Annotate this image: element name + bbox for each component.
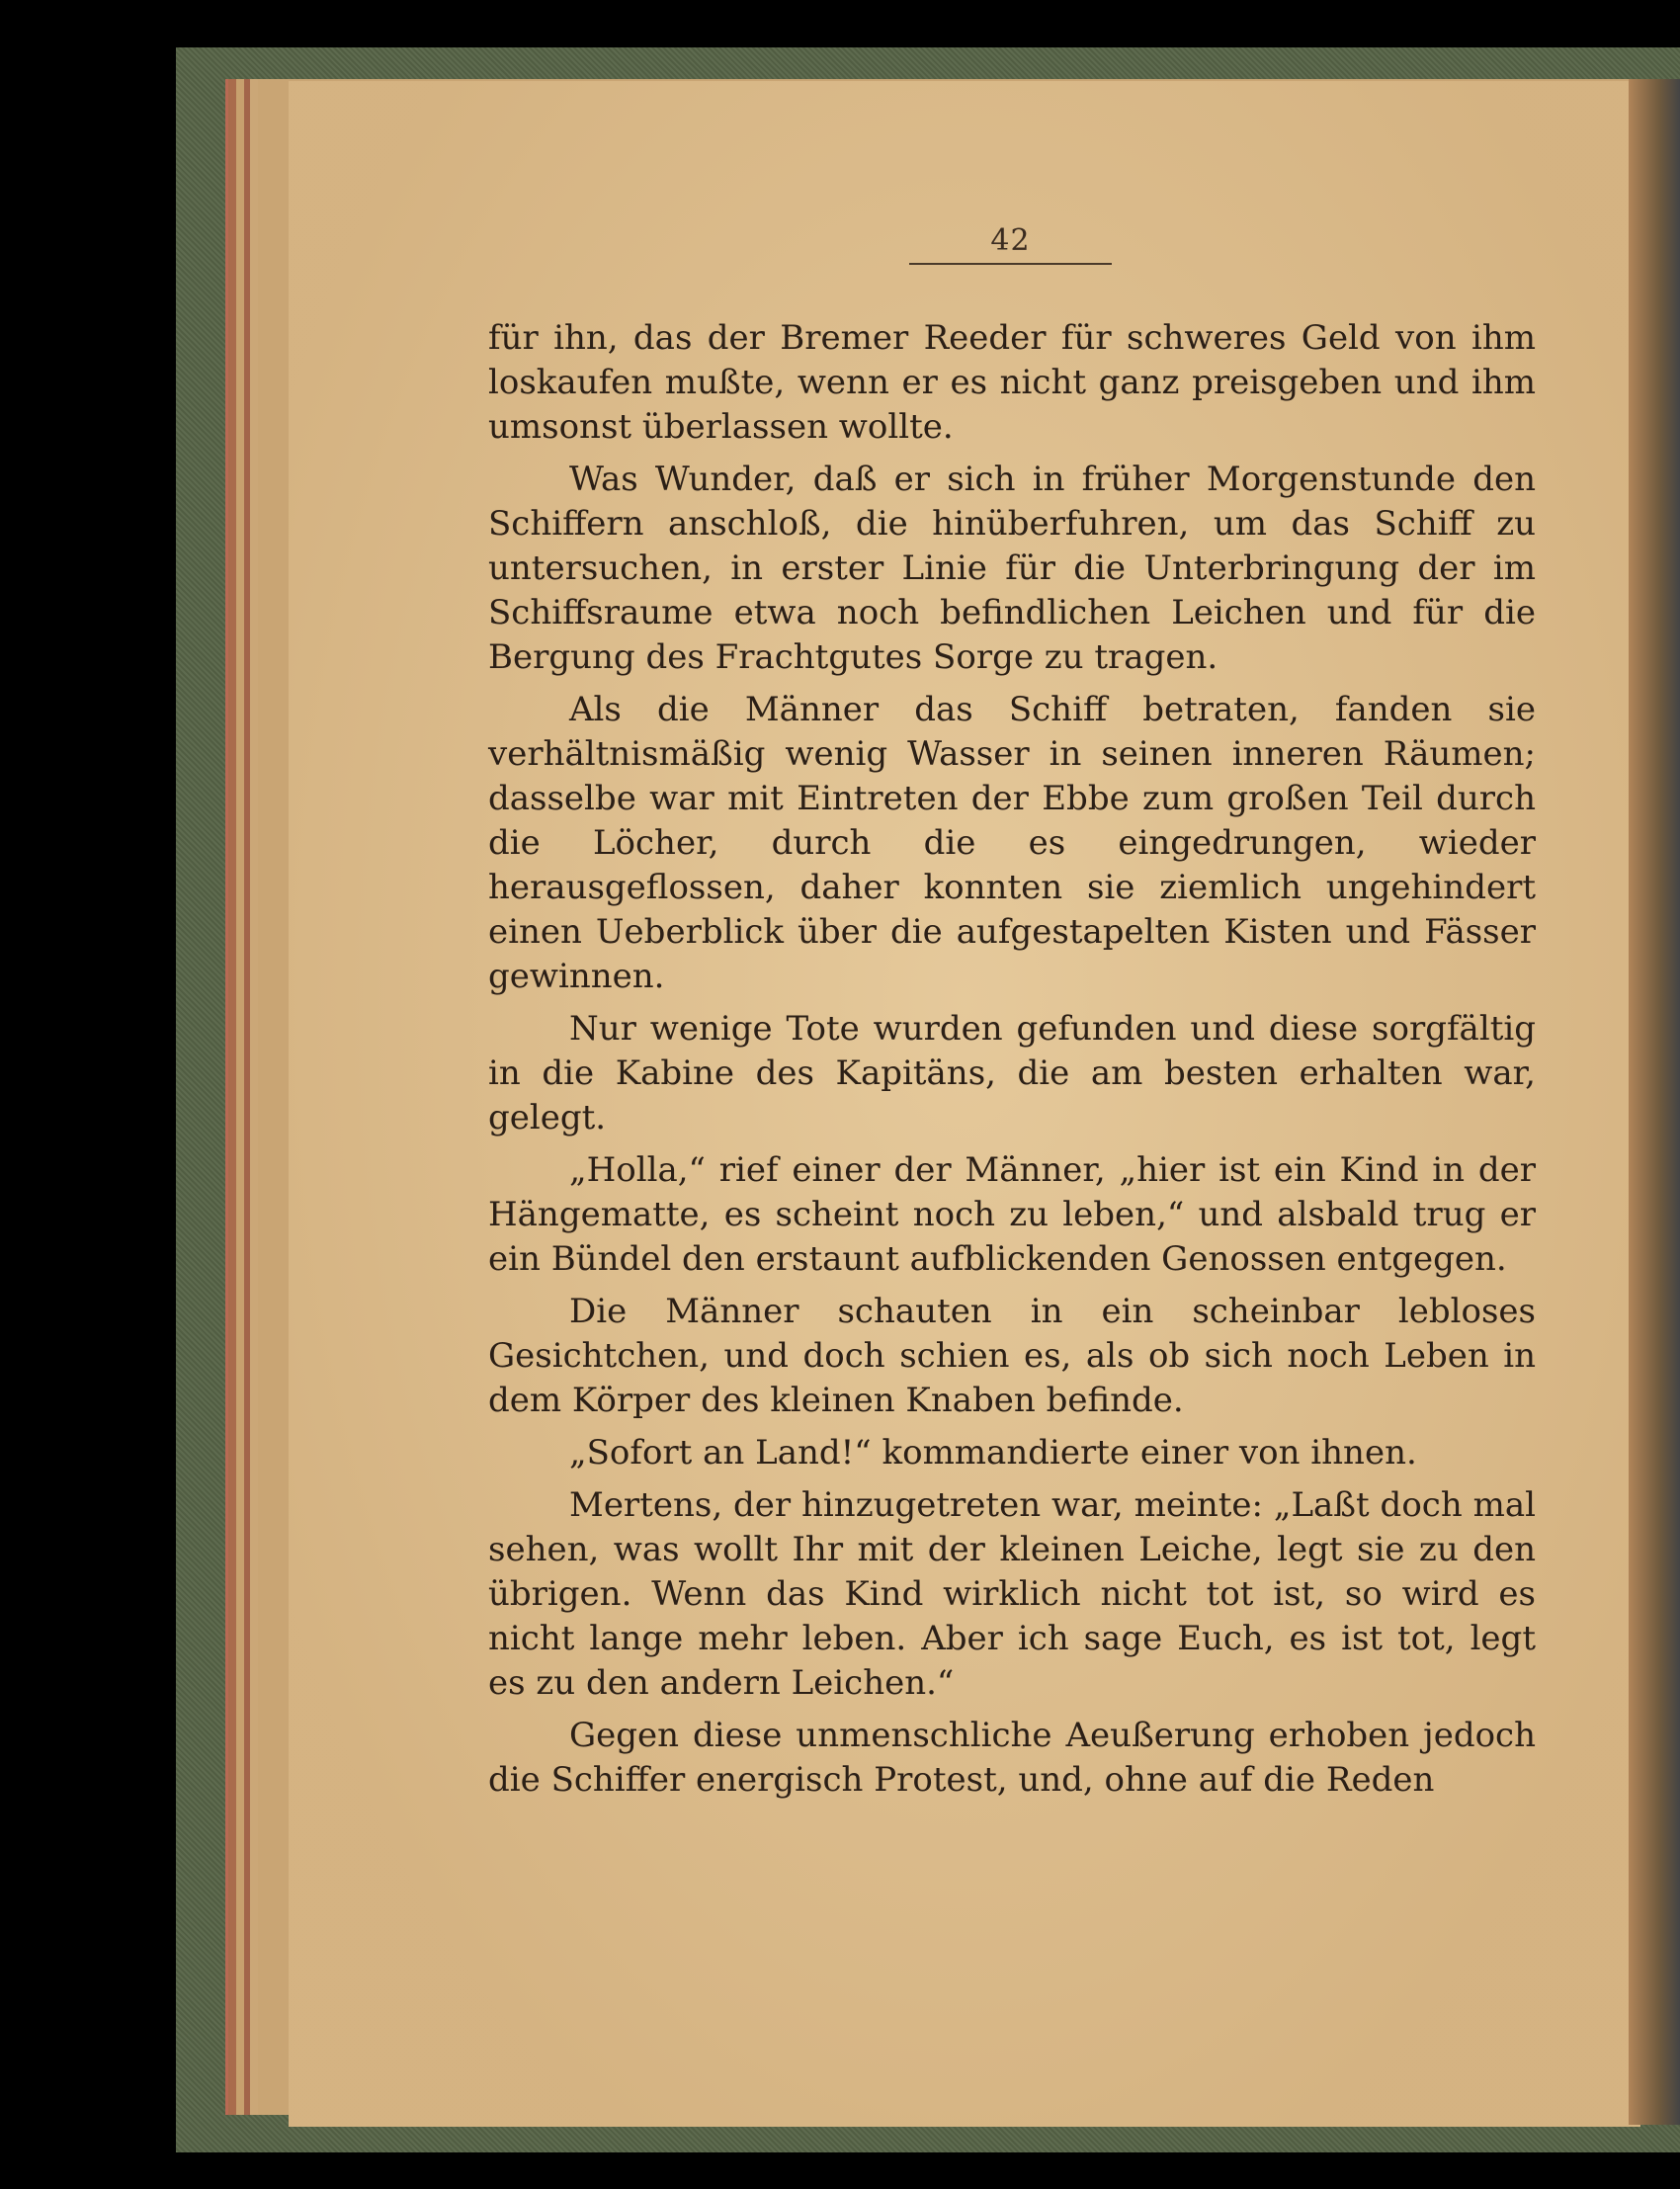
- paragraph: Die Männer schauten in ein scheinbar lebloses Gesichtchen, und doch schien es, als ob sich noch Leben in dem Körper des kleinen Knaben befinde.: [488, 1292, 1536, 1420]
- paragraph: „Holla,“ rief einer der Männer, „hier ist ein Kind in der Hängematte, es scheint noch zu leben,“ und alsbald trug er ein Bündel den erstaunt aufblickenden Genossen entgegen.: [488, 1150, 1536, 1279]
- paragraph: Nur wenige Tote wurden gefunden und diese sorgfältig in die Kabine des Kapitäns, die am besten erhalten war, gelegt.: [488, 1009, 1536, 1137]
- page-number: 42: [990, 223, 1031, 258]
- book-gutter: [1629, 79, 1680, 2125]
- paragraph: für ihn, das der Bremer Reeder für schweres Geld von ihm loskaufen mußte, wenn er es nicht ganz preisgeben und ihm umsonst überlassen wollte.: [488, 318, 1536, 447]
- paragraph: Mertens, der hinzugetreten war, meinte: „Laßt doch mal sehen, was wollt Ihr mit der kleinen Leiche, legt sie zu den übrigen. Wenn das Kind wirklich nicht tot ist, so wird es nicht lange mehr leben. Aber ich sage Euch, es ist tot, legt es zu den andern Leichen.“: [488, 1485, 1536, 1703]
- paragraph: Gegen diese unmenschliche Aeußerung erhoben jedoch die Schiffer energisch Protest, und, ohne auf die Reden: [488, 1716, 1536, 1800]
- paragraph: „Sofort an Land!“ kommandierte einer von ihnen.: [569, 1433, 1417, 1473]
- header-rule: [909, 263, 1112, 265]
- body-text: [488, 316, 1536, 1810]
- paragraph: Als die Männer das Schiff betraten, fanden sie verhältnismäßig wenig Wasser in seinen inneren Räumen; dasselbe war mit Eintreten der Ebbe zum großen Teil durch die Löcher, durch die es eingedrungen, wieder herausgeflossen, daher konnten sie ziemlich ungehindert einen Ueberblick über die aufgestapelten Kisten und Fässer gewinnen.: [488, 690, 1536, 996]
- paragraph: Was Wunder, daß er sich in früher Morgenstunde den Schiffern anschloß, die hinüberfuhren, um das Schiff zu untersuchen, in erster Linie für die Unterbringung der im Schiffsraume etwa noch befindlichen Leichen und für die Bergung des Frachtgutes Sorge zu tragen.: [488, 460, 1536, 677]
